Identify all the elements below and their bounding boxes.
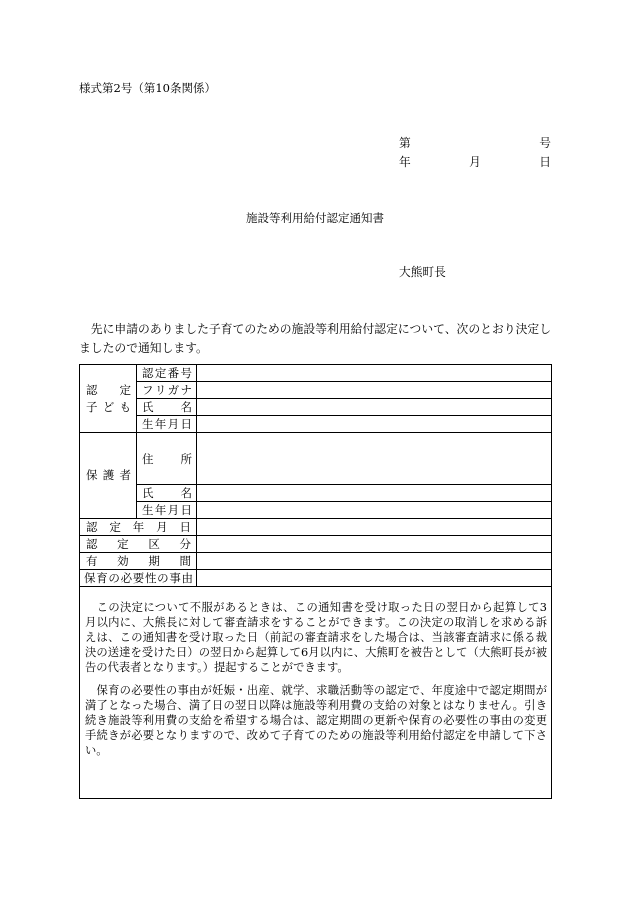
label-character: 定 — [117, 537, 129, 551]
label-character: 号 — [180, 366, 192, 380]
label-character: 月 — [167, 503, 180, 517]
label-character: 名 — [180, 486, 192, 500]
document-date-day: 日 — [539, 155, 551, 169]
label-character: フ — [142, 383, 154, 397]
document-number-prefix: 第 — [399, 136, 411, 150]
appeal-notice-paragraph — [85, 600, 547, 675]
label-character: ナ — [180, 383, 192, 397]
label-character: 年 — [154, 417, 167, 431]
table-row — [80, 399, 552, 416]
label-character: 日 — [179, 520, 191, 534]
label-character: 有 — [86, 554, 98, 568]
label-character: 保 — [86, 468, 98, 482]
document-date-year: 年 — [399, 155, 411, 169]
certification-category-label — [86, 538, 191, 550]
intro-line: ましたので通知します。 — [79, 341, 208, 355]
certification-category-value — [197, 536, 552, 553]
guardian-birthdate-label-cell — [137, 502, 197, 519]
document-date-line — [399, 155, 551, 169]
label-character: 認 — [142, 366, 154, 380]
label-character: ど — [102, 399, 115, 414]
table-row — [80, 587, 552, 799]
table-row — [80, 553, 552, 570]
note-line: 続き施設等利用費の支給を希望する場合は、認定期間の更新や保育の必要性の事由の変更 — [85, 714, 547, 727]
childcare-need-reason-value — [197, 570, 552, 587]
validity-period-label — [86, 555, 191, 567]
document-number-line — [399, 136, 551, 150]
child-name-label-cell — [137, 399, 197, 416]
child-group-label-line1 — [86, 382, 131, 399]
table-row — [80, 365, 552, 382]
note-line: 手続きが必要となりますので、改めて子育てのための施設等利用給付認定を申請して下さ — [85, 729, 547, 742]
label-character: 番 — [167, 366, 180, 380]
guardian-address-value — [197, 433, 552, 485]
guardian-birthdate-value — [197, 502, 552, 519]
child-certification-number-value — [197, 365, 552, 382]
label-character: リ — [154, 383, 167, 397]
label-character: 年 — [154, 503, 167, 517]
label-character: 間 — [179, 554, 191, 568]
label-character: 護 — [102, 468, 115, 482]
label-character: 事 — [169, 571, 181, 585]
renewal-notice-paragraph — [85, 683, 547, 758]
validity-period-label-cell — [80, 553, 197, 570]
table-row — [80, 382, 552, 399]
childcare-need-reason-label — [84, 572, 193, 584]
child-name-value — [197, 399, 552, 416]
certification-date-value — [197, 519, 552, 536]
label-character: 生 — [142, 503, 154, 517]
issuer-name: 大熊町長 — [399, 265, 446, 279]
label-character: 定 — [154, 366, 167, 380]
child-certification-number-label — [142, 367, 192, 379]
child-furigana-value — [197, 382, 552, 399]
label-character: 定 — [119, 382, 131, 397]
label-character: 者 — [119, 468, 131, 482]
label-character: 認 — [86, 382, 98, 397]
label-character: 認 — [86, 520, 98, 534]
label-character: 育 — [96, 571, 108, 585]
label-character: 名 — [180, 400, 192, 414]
certification-date-label-cell — [80, 519, 197, 536]
table-row — [80, 433, 552, 485]
note-line: えは、この通知書を受け取った日（前記の審査請求をした場合は、当該審査請求に係る裁 — [85, 631, 547, 644]
label-character: 認 — [86, 537, 98, 551]
notes-box — [80, 587, 552, 799]
label-character: 定 — [109, 520, 121, 534]
guardian-address-label — [142, 453, 192, 465]
label-character: 年 — [132, 520, 145, 534]
child-furigana-label — [142, 384, 192, 396]
label-character: 日 — [180, 503, 192, 517]
child-birthdate-label-cell — [137, 416, 197, 433]
table-row — [80, 416, 552, 433]
table-row — [80, 519, 552, 536]
label-character: の — [157, 571, 169, 585]
child-furigana-label-cell — [137, 382, 197, 399]
label-character: 分 — [179, 537, 191, 551]
label-character: 性 — [144, 571, 157, 585]
label-character: 効 — [117, 554, 129, 568]
label-character: 日 — [180, 417, 192, 431]
document-date-month: 月 — [469, 155, 481, 169]
label-character: 氏 — [142, 400, 154, 414]
guardian-name-label-cell — [137, 485, 197, 502]
label-character: 子 — [86, 399, 98, 414]
table-row — [80, 536, 552, 553]
label-character: 保 — [84, 571, 96, 585]
note-line: 月以内に、大熊長に対して審査請求をすることができます。この決定の取消しを求める訴 — [85, 616, 547, 629]
label-character: 要 — [132, 571, 145, 585]
certification-category-label-cell — [80, 536, 197, 553]
form-number: 様式第2号（第10条関係） — [79, 81, 216, 95]
label-character: 由 — [181, 571, 193, 585]
guardian-birthdate-label — [142, 504, 192, 516]
label-character: 月 — [167, 417, 180, 431]
label-character: 区 — [148, 537, 160, 551]
label-character: 必 — [120, 571, 133, 585]
child-birthdate-label — [142, 418, 192, 430]
child-group-label — [80, 365, 137, 433]
guardian-name-label — [142, 487, 192, 499]
label-character: 生 — [142, 417, 154, 431]
label-character: の — [108, 571, 120, 585]
table-row — [80, 485, 552, 502]
document-number-suffix: 号 — [539, 136, 551, 150]
guardian-group-label — [86, 467, 131, 484]
childcare-need-reason-label-cell — [80, 570, 197, 587]
intro-paragraph — [79, 320, 551, 358]
table-row — [80, 502, 552, 519]
label-character: 氏 — [142, 486, 154, 500]
intro-line: 先に申請のありました子育てのための施設等利用給付認定について、次のとおり決定し — [79, 322, 551, 336]
label-character: 期 — [148, 554, 160, 568]
guardian-name-value — [197, 485, 552, 502]
note-line: この決定について不服があるときは、この通知書を受け取った日の翌日から起算して3 — [85, 601, 547, 614]
label-character: 住 — [142, 451, 154, 466]
label-character: 所 — [180, 451, 192, 466]
certification-date-label — [86, 521, 191, 533]
guardian-address-label-cell — [137, 433, 197, 485]
label-character: ガ — [167, 383, 180, 397]
validity-period-value — [197, 553, 552, 570]
note-line: い。 — [85, 744, 108, 757]
note-line: 保育の必要性の事由が妊娠・出産、就学、求職活動等の認定で、年度途中で認定期間が — [85, 684, 547, 697]
note-line: 告の代表者となります。）提起することができます。 — [85, 661, 349, 674]
label-character: も — [119, 399, 131, 414]
child-group-label-line2 — [86, 399, 131, 416]
note-line: 決の送達を受けた日）の翌日から起算して6月以内に、大熊町を被告として（大熊町長が被 — [85, 646, 547, 659]
child-certification-number-label-cell — [137, 365, 197, 382]
certification-table — [79, 364, 552, 799]
child-birthdate-value — [197, 416, 552, 433]
note-line: 満了となった場合、満了日の翌日以降は施設等利用費の支給の対象とはなりません。引き — [85, 699, 547, 712]
document-title: 施設等利用給付認定通知書 — [246, 211, 384, 225]
guardian-group-label-cell — [80, 433, 137, 519]
label-character: 月 — [156, 520, 168, 534]
table-row — [80, 570, 552, 587]
child-name-label — [142, 401, 192, 413]
